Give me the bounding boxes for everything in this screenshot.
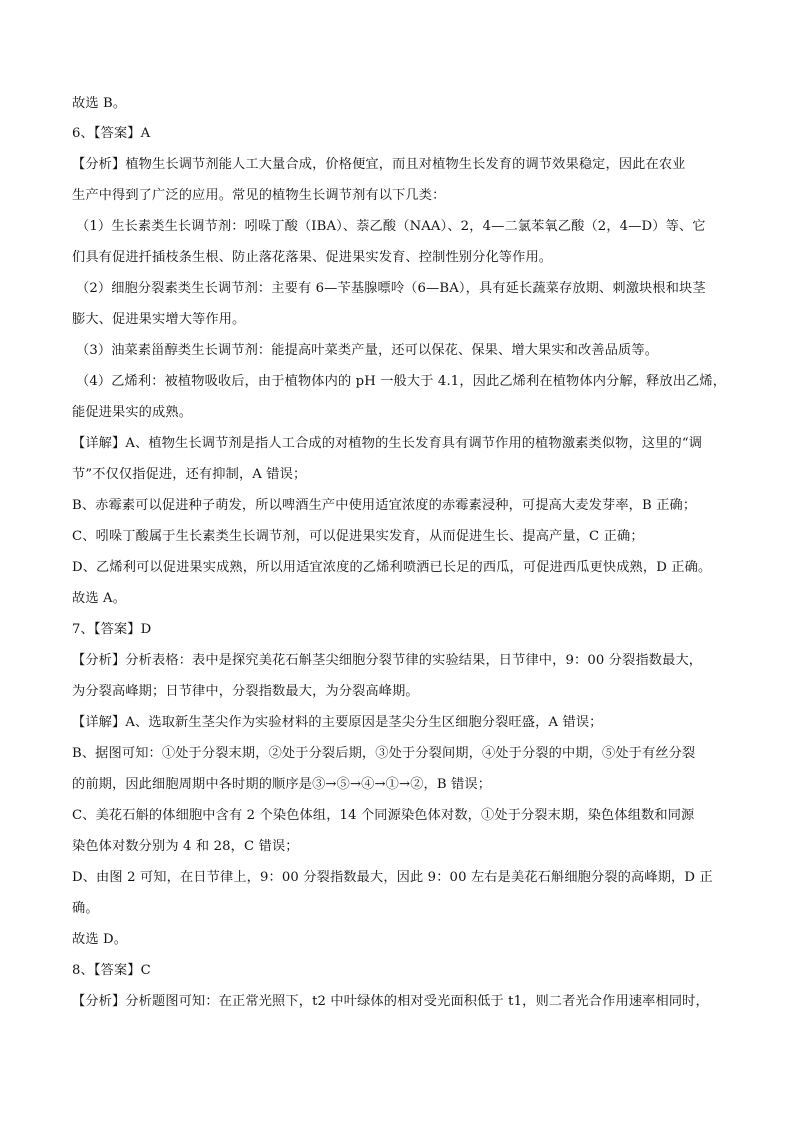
text-line: 确。 bbox=[72, 901, 99, 916]
text-line: 【分析】分析题图可知：在正常光照下，t2 中叶绿体的相对受光面积低于 t1，则二者光合作用速率相同时， bbox=[72, 994, 709, 1009]
text-line: 为分裂高峰期；日节律中，分裂指数最大，为分裂高峰期。 bbox=[72, 684, 419, 699]
text-line: 【分析】植物生长调节剂能人工大量合成，价格便宜，而且对植物生长发育的调节效果稳定，因此在农业 bbox=[72, 157, 686, 172]
text-line: D、由图 2 可知，在日节律上，9：00 分裂指数最大，因此 9：00 左右是美花石斛细胞分裂的高峰期，D 正 bbox=[72, 870, 713, 885]
text-line: （3）油菜素甾醇类生长调节剂：能提高叶菜类产量，还可以保花、保果、增大果实和改善品质等。 bbox=[76, 343, 659, 358]
text-line: B、赤霉素可以促进种子萌发，所以啤酒生产中使用适宜浓度的赤霉素浸种，可提高大麦发芽率，B 正确； bbox=[72, 498, 697, 513]
text-line: （1）生长素类生长调节剂：吲哚丁酸（IBA）、萘乙酸（NAA）、2，4—二氯苯氧乙酸（2，4—D）等、它 bbox=[76, 219, 706, 234]
text-line: 膨大、促进果实增大等作用。 bbox=[72, 312, 246, 327]
text-line: 们具有促进扦插枝条生根、防止落花落果、促进果实发育、控制性别分化等作用。 bbox=[72, 250, 553, 265]
text-line: （4）乙烯利：被植物吸收后，由于植物体内的 pH 一般大于 4.1，因此乙烯利在植物体内分解，释放出乙烯， bbox=[76, 374, 727, 389]
text-line: B、据图可知：①处于分裂末期，②处于分裂后期，③处于分裂间期，④处于分裂的中期，⑤处于有丝分裂 bbox=[72, 746, 696, 761]
text-line: 【详解】A、选取新生茎尖作为实验材料的主要原因是茎尖分生区细胞分裂旺盛，A 错误； bbox=[72, 715, 603, 730]
text-line: 故选 D。 bbox=[72, 932, 128, 947]
text-line: 能促进果实的成熟。 bbox=[72, 405, 193, 420]
text-line: 8、【答案】C bbox=[72, 963, 151, 978]
text-line: 【详解】A、植物生长调节剂是指人工合成的对植物的生长发育具有调节作用的植物激素类似物，这里的“调 bbox=[72, 436, 703, 451]
text-line: 7、【答案】D bbox=[72, 622, 152, 637]
text-line: 6、【答案】A bbox=[72, 126, 151, 141]
text-line: C、美花石斛的体细胞中含有 2 个染色体组，14 个同源染色体对数，①处于分裂末期，染色体组数和同源 bbox=[72, 808, 695, 823]
text-line: C、吲哚丁酸属于生长素类生长调节剂，可以促进果实发育，从而促进生长、提高产量，C 正确； bbox=[72, 529, 644, 544]
text-line: 节”不仅仅指促进，还有抑制，A 错误； bbox=[72, 467, 307, 482]
text-line: D、乙烯利可以促进果实成熟，所以用适宜浓度的乙烯利喷洒已长足的西瓜，可促进西瓜更快成熟，D 正确。 bbox=[72, 560, 712, 575]
text-line: 故选 B。 bbox=[72, 96, 127, 111]
text-line: （2）细胞分裂素类生长调节剂：主要有 6—苄基腺嘌呤（6—BA），具有延长蔬菜存放期、刺激块根和块茎 bbox=[76, 281, 706, 296]
text-line: 【分析】分析表格：表中是探究美花石斛茎尖细胞分裂节律的实验结果，日节律中，9：00 分裂指数最大， bbox=[72, 653, 703, 668]
text-line: 故选 A。 bbox=[72, 591, 127, 606]
text-line: 生产中得到了广泛的应用。常见的植物生长调节剂有以下几类： bbox=[72, 188, 446, 203]
text-line: 的前期，因此细胞周期中各时期的顺序是③→⑤→④→①→②，B 错误； bbox=[72, 777, 492, 792]
text-line: 染色体对数分别为 4 和 28，C 错误； bbox=[72, 839, 299, 854]
